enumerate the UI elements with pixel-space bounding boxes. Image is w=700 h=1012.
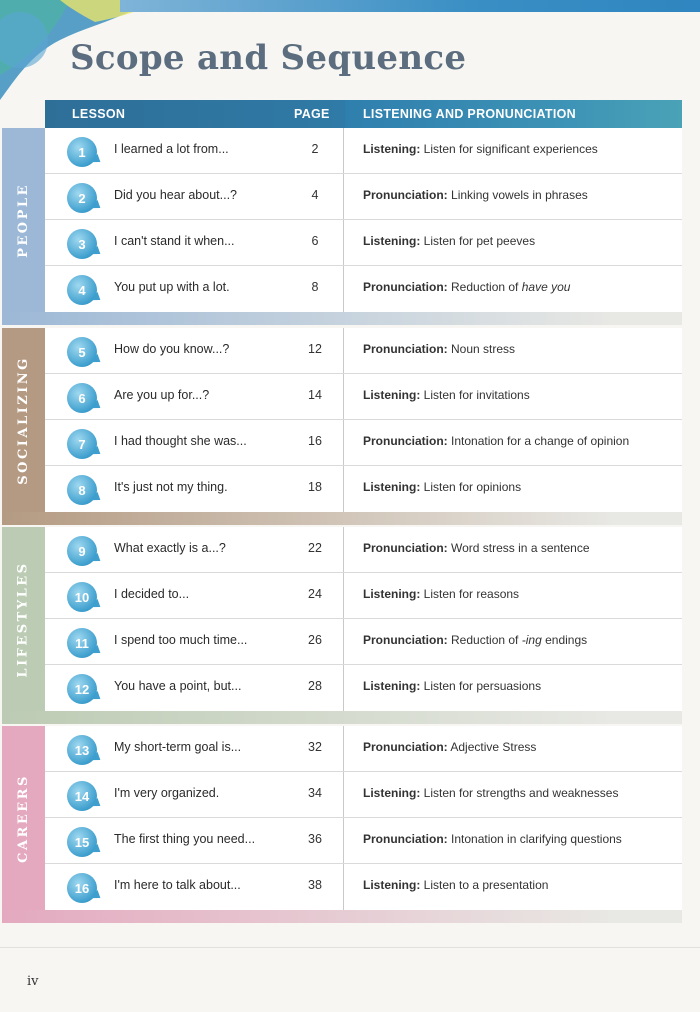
lesson-number-badge [67,536,97,566]
lesson-title: It's just not my thing. [114,480,228,494]
unit-name: LIFESTYLES [16,560,32,678]
lesson-page: 12 [308,342,322,356]
listening-pronunciation [363,434,629,448]
lesson-row [45,328,682,374]
lesson-row [45,527,682,573]
lesson-title: I can't stand it when... [114,234,235,248]
lesson-number: 12 [74,681,90,697]
column-divider [343,266,344,312]
lesson-number: 11 [75,635,89,651]
lesson-row [45,864,682,910]
skill-text: Listen for pet peeves [423,234,536,248]
page-number: iv [27,974,39,989]
lesson-title: I decided to... [114,587,190,601]
column-divider [343,772,344,818]
column-divider [343,220,344,266]
listening-pronunciation [363,142,598,156]
skill-type: Pronunciation: [363,188,448,202]
page-title: Scope and Sequence [70,38,467,78]
lesson-number-badge [67,337,97,367]
lesson-title: I spend too much time... [114,633,248,647]
lesson-number-badge [67,383,97,413]
lesson-page: 6 [311,234,319,248]
lesson-number: 10 [74,589,90,605]
lesson-row [45,174,682,220]
lesson-page: 32 [308,740,322,754]
lesson-row [45,420,682,466]
listening-pronunciation [363,878,548,892]
skill-type: Listening: [363,786,421,800]
skill-text: Reduction of [451,280,519,294]
lesson-page: 34 [308,786,322,800]
lesson-title: What exactly is a...? [114,541,226,555]
lesson-number: 1 [78,144,86,160]
lesson-number: 2 [78,190,86,206]
listening-pronunciation [363,633,587,647]
unit-name: PEOPLE [16,182,31,258]
column-divider [343,864,344,910]
lesson-row [45,772,682,818]
skill-type: Listening: [363,142,421,156]
lesson-number-badge [67,628,97,658]
skill-type: Pronunciation: [363,541,448,555]
lesson-title: I'm here to talk about... [114,878,241,892]
listening-pronunciation [363,832,622,846]
unit-separator [2,910,682,923]
column-divider [343,420,344,466]
unit-label-socializing [2,328,45,512]
skill-text: Listen for invitations [423,388,530,402]
lesson-number-badge [67,475,97,505]
lesson-number-badge [67,827,97,857]
lesson-row [45,726,682,772]
skill-text: Listen for significant experiences [423,142,598,156]
skill-text: Listen for opinions [423,480,522,494]
column-divider [343,466,344,512]
lesson-row [45,128,682,174]
lesson-number: 9 [78,543,86,559]
lesson-page: 16 [308,434,322,448]
lesson-page: 36 [308,832,322,846]
lesson-page: 8 [311,280,319,294]
lesson-page: 24 [308,587,322,601]
lesson-number-badge [67,781,97,811]
lesson-page: 18 [308,480,322,494]
unit-name: CAREERS [16,773,31,863]
skill-text: Listen to a presentation [423,878,549,892]
lesson-page: 38 [308,878,322,892]
unit-separator [2,512,682,525]
lesson-number: 8 [78,482,86,498]
listening-pronunciation [363,234,535,248]
lesson-row [45,374,682,420]
skill-text: Intonation in clarifying questions [451,832,622,846]
lesson-page: 28 [308,679,322,693]
skill-type: Listening: [363,878,421,892]
unit-label-careers [2,726,45,910]
skill-italic: have you [521,280,571,294]
column-divider [343,328,344,374]
lesson-number-badge [67,429,97,459]
listening-pronunciation [363,786,618,800]
skill-type: Pronunciation: [363,740,448,754]
lesson-row [45,220,682,266]
lesson-title: You put up with a lot. [114,280,230,294]
lesson-page: 4 [311,188,319,202]
lesson-row [45,466,682,512]
skill-type: Pronunciation: [363,280,448,294]
skill-text: Adjective Stress [450,740,537,754]
skill-text: Noun stress [451,342,516,356]
skill-tail: endings [545,633,588,647]
header-listening-pronunciation: LISTENING AND PRONUNCIATION [363,107,576,121]
lesson-page: 14 [308,388,322,402]
column-divider [343,818,344,864]
lesson-page: 2 [311,142,319,156]
lesson-number-badge [67,735,97,765]
skill-text: Linking vowels in phrases [451,188,588,202]
lesson-title: I had thought she was... [114,434,247,448]
skill-type: Listening: [363,679,421,693]
column-divider [343,128,344,174]
footer-divider [0,947,700,948]
lesson-number-badge [67,137,97,167]
lesson-row [45,266,682,312]
column-divider [343,374,344,420]
lesson-number: 7 [78,436,86,452]
listening-pronunciation [363,587,519,601]
skill-text: Intonation for a change of opinion [451,434,630,448]
listening-pronunciation [363,480,521,494]
listening-pronunciation [363,342,515,356]
column-divider [343,619,344,665]
column-divider [343,665,344,711]
lesson-title: How do you know...? [114,342,230,356]
listening-pronunciation [363,280,570,294]
header-page: PAGE [294,107,330,121]
listening-pronunciation [363,541,590,555]
lesson-number: 3 [78,236,86,252]
skill-type: Listening: [363,388,421,402]
skill-text: Listen for persuasions [423,679,542,693]
lesson-row [45,818,682,864]
listening-pronunciation [363,679,541,693]
lesson-number-badge [67,229,97,259]
skill-type: Pronunciation: [363,832,448,846]
column-divider [343,726,344,772]
lesson-number-badge [67,674,97,704]
skill-text: Reduction of [451,633,519,647]
lesson-number: 13 [74,742,90,758]
lesson-title: You have a point, but... [114,679,242,693]
lesson-page: 22 [308,541,322,555]
skill-type: Pronunciation: [363,342,448,356]
unit-separator [2,711,682,724]
lesson-row [45,573,682,619]
lesson-title: I learned a lot from... [114,142,229,156]
top-color-bar [120,0,700,12]
lesson-title: The first thing you need... [114,832,256,846]
skill-type: Pronunciation: [363,633,448,647]
skill-text: Listen for reasons [423,587,520,601]
listening-pronunciation [363,188,588,202]
lesson-number: 5 [78,344,86,360]
lesson-page: 26 [308,633,322,647]
skill-type: Listening: [363,587,421,601]
skill-italic: -ing [521,633,542,647]
column-divider [343,527,344,573]
lesson-title: I'm very organized. [114,786,220,800]
lesson-number-badge [67,275,97,305]
column-divider [343,174,344,220]
unit-label-people [2,128,45,312]
unit-separator [2,312,682,325]
lesson-row [45,665,682,711]
lesson-number-badge [67,582,97,612]
lesson-number: 15 [74,834,90,850]
lesson-title: Did you hear about...? [114,188,237,202]
listening-pronunciation [363,388,530,402]
lesson-title: Are you up for...? [114,388,210,402]
lesson-number: 16 [74,880,90,896]
lesson-row [45,619,682,665]
skill-type: Pronunciation: [363,434,448,448]
header-lesson: LESSON [72,107,126,121]
column-divider [343,573,344,619]
lesson-number: 4 [78,282,86,298]
skill-text: Listen for strengths and weaknesses [423,786,619,800]
unit-name: SOCIALIZING [16,355,32,485]
lesson-number: 6 [78,390,86,406]
lesson-number-badge [67,873,97,903]
listening-pronunciation [363,740,536,754]
skill-text: Word stress in a sentence [451,541,590,555]
skill-type: Listening: [363,480,421,494]
unit-label-lifestyles [2,527,45,711]
lesson-number: 14 [74,788,90,804]
lesson-title: My short-term goal is... [114,740,242,754]
skill-type: Listening: [363,234,421,248]
lesson-number-badge [67,183,97,213]
